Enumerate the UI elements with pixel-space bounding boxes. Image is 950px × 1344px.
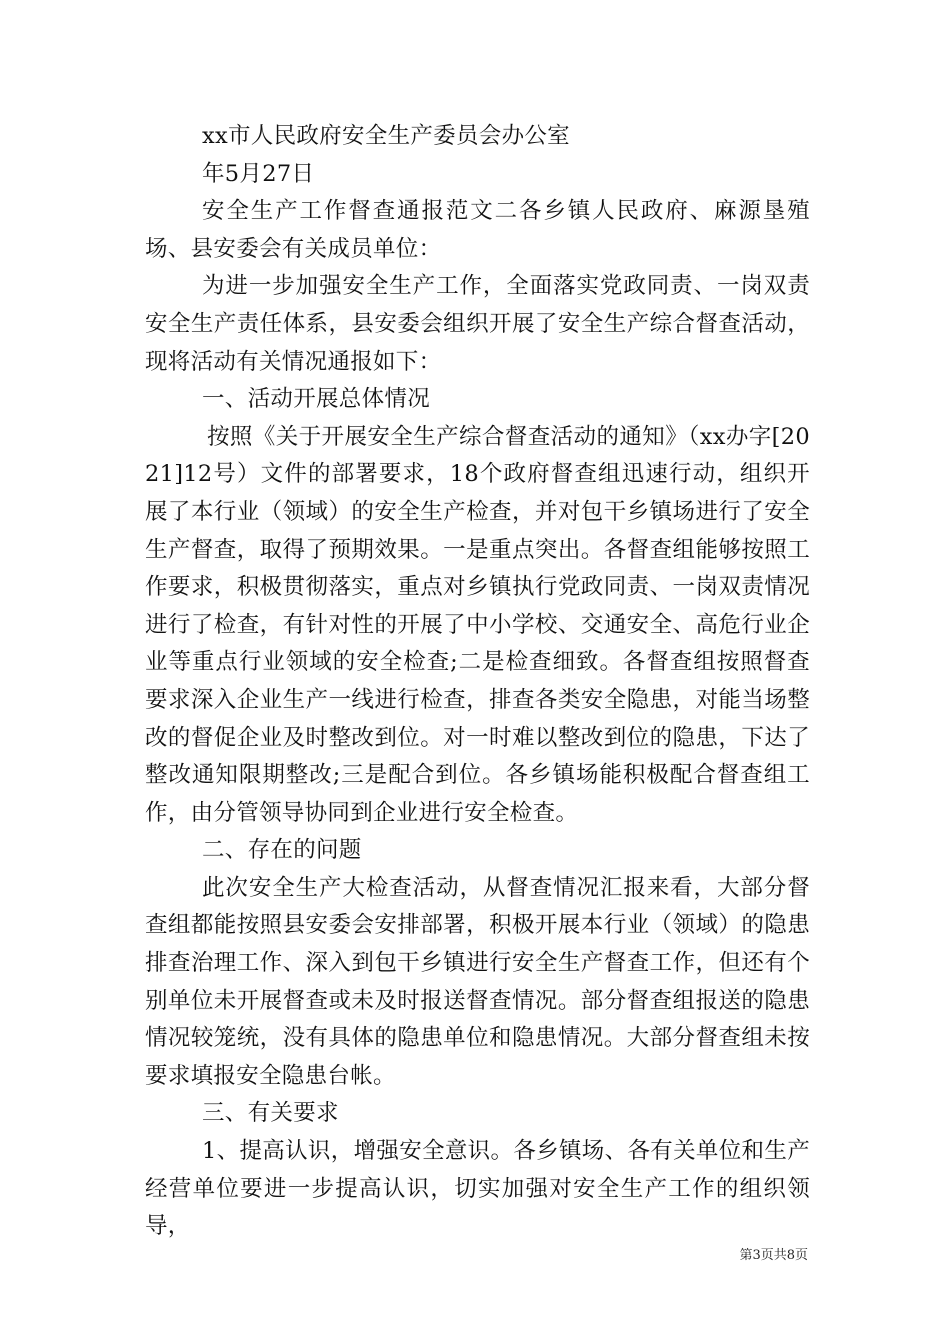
section-3-paragraph: 1、提高认识，增强安全意识。各乡镇场、各有关单位和生产经营单位要进一步提高认识，切实加强对安全生产工作的组织领导， bbox=[145, 1138, 810, 1240]
section-1-paragraph: 按照《关于开展安全生产综合督查活动的通知》（xx办字[2021]12号）文件的部署要求，18个政府督查组迅速行动，组织开展了本行业（领域）的安全生产检查，并对包干乡镇场进行了安全生产督查，取得了预期效果。一是重点突出。各督查组能够按照工作要求，积极贯彻落实，重点对乡镇执行党政同责、一岗双责情况进行了检查，有针对性的开展了中小学校、交通安全、高危行业企业等重点行业领域的安全检查;二是检查细致。各督查组按照督查要求深入企业生产一线进行检查，排查各类安全隐患，对能当场整改的督促企业及时整改到位。对一时难以整改到位的隐患，下达了整改通知限期整改;三是配合到位。各乡镇场能积极配合督查组工作，由分管领导协同到企业进行安全检查。 bbox=[145, 423, 810, 826]
section-heading-1: 一、活动开展总体情况 bbox=[202, 386, 431, 413]
section-heading-2: 二、存在的问题 bbox=[202, 837, 362, 864]
page-number: 第3页共8页 bbox=[739, 1248, 808, 1263]
date-line: 年5月27日 bbox=[202, 160, 315, 187]
title-addressee-paragraph: 安全生产工作督查通报范文二各乡镇人民政府、麻源垦殖场、县安委会有关成员单位： bbox=[145, 198, 810, 262]
intro-paragraph: 为进一步加强安全生产工作，全面落实党政同责、一岗双责安全生产责任体系，县安委会组织开展了安全生产综合督查活动，现将活动有关情况通报如下： bbox=[145, 273, 810, 375]
section-2-paragraph: 此次安全生产大检查活动，从督查情况汇报来看，大部分督查组都能按照县安委会安排部署，积极开展本行业（领域）的隐患排查治理工作、深入到包干乡镇进行安全生产督查工作，但还有个别单位未开展督查或未及时报送督查情况。部分督查组报送的隐患情况较笼统，没有具体的隐患单位和隐患情况。大部分督查组未按要求填报安全隐患台帐。 bbox=[145, 874, 810, 1089]
issuer-line: xx市人民政府安全生产委员会办公室 bbox=[202, 123, 570, 149]
section-heading-3: 三、有关要求 bbox=[202, 1100, 339, 1127]
document-body bbox=[145, 118, 810, 1246]
